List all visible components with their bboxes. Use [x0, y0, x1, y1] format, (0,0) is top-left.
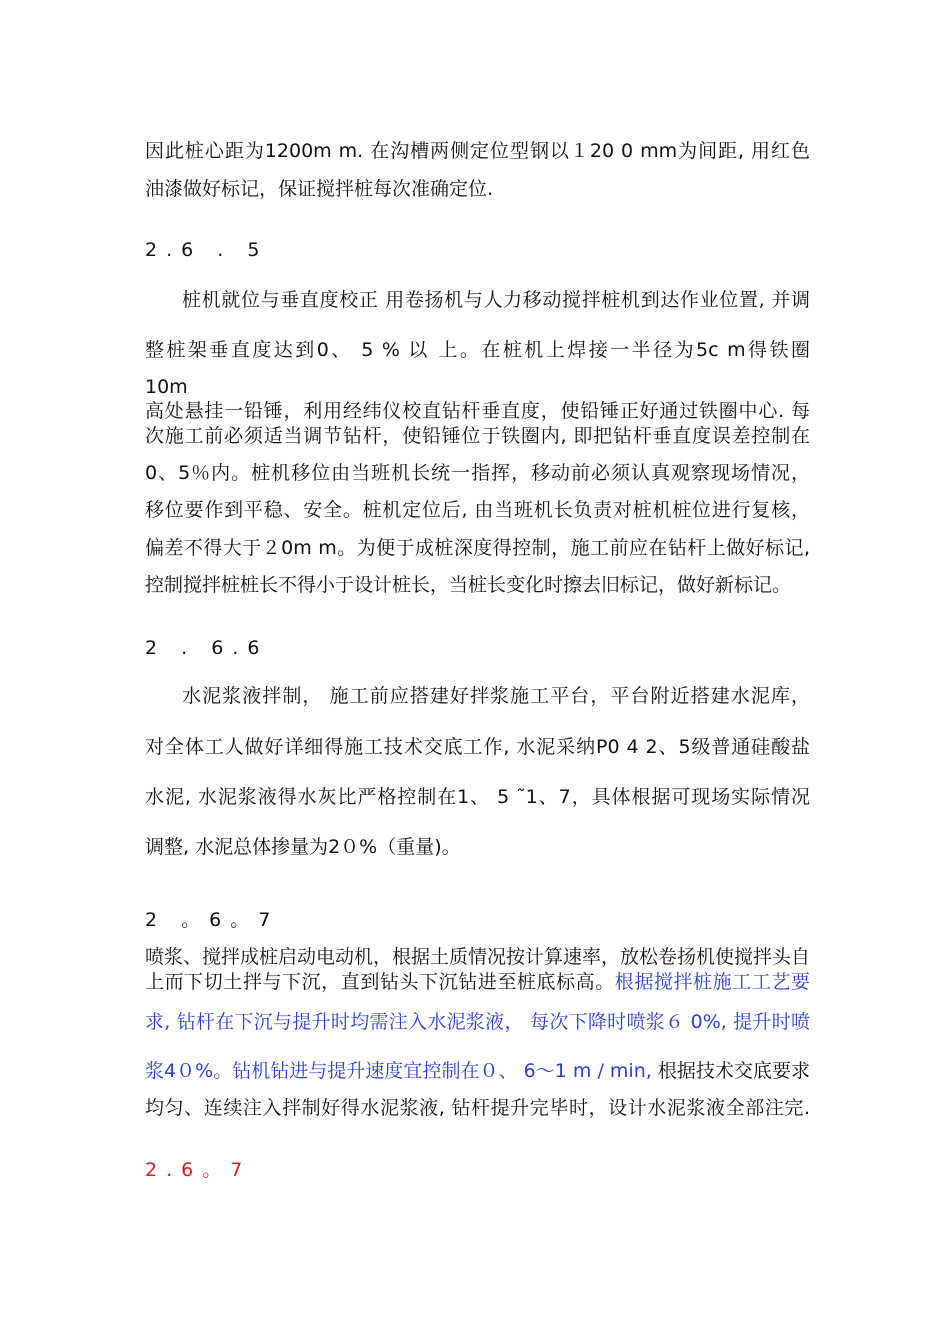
section-heading: 2.6。7 [145, 1159, 252, 1181]
section-heading: 2 。6。7 [145, 909, 280, 931]
paragraph-line: 整桩架垂直度达到0、 5 % 以 上。在桩机上焊接一半径为5c m得铁圈 [145, 339, 810, 361]
paragraph-line: 高处悬挂一铅锤，利用经纬仪校直钻杆垂直度，使铅锤正好通过铁圈中心. 每 [145, 400, 810, 422]
paragraph-line [145, 1059, 810, 1083]
paragraph-line: 水泥浆液拌制， 施工前应搭建好拌浆施工平台，平台附近搭建水泥库， [182, 685, 810, 707]
paragraph-line: 10m [145, 376, 188, 398]
paragraph-line: 移位要作到平稳、安全。桩机定位后, 由当班机长负责对桩机桩位进行复核， [145, 499, 810, 521]
paragraph-line: 喷浆、搅拌成桩启动电动机，根据土质情况按计算速率，放松卷扬机使搅拌头自 [145, 946, 810, 968]
paragraph-line: 因此桩心距为1200m m. 在沟槽两侧定位型钢以１20 0 mm为间距, 用红色 [145, 140, 810, 162]
section-heading: 2 . 6.6 [145, 637, 269, 659]
paragraph-line: 次施工前必须适当调节钻杆，使铅锤位于铁圈内, 即把钻杆垂直度误差控制在 [145, 425, 810, 447]
paragraph-text: 上而下切土拌与下沉，直到钻头下沉钻进至桩底标高。 [145, 971, 615, 993]
highlighted-text: 浆4０%。钻机钻进与提升速度宜控制在０、 6～1 m / min, [145, 1060, 652, 1082]
paragraph-line: 油漆做好标记，保证搅拌桩每次准确定位. [145, 178, 494, 200]
section-heading: 2.6 . 5 [145, 239, 269, 261]
paragraph-line: 均匀、连续注入拌制好得水泥浆液, 钻杆提升完毕时，设计水泥浆液全部注完. [145, 1097, 810, 1119]
paragraph-line: 桩机就位与垂直度校正 用卷扬机与人力移动搅拌桩机到达作业位置, 并调 [182, 289, 810, 311]
paragraph-line: 控制搅拌桩桩长不得小于设计桩长，当桩长变化时擦去旧标记，做好新标记。 [145, 574, 792, 596]
paragraph-line [145, 970, 810, 994]
highlighted-text: 根据搅拌桩施工工艺要 [614, 971, 810, 993]
paragraph-line: 偏差不得大于２0m m。为便于成桩深度得控制，施工前应在钻杆上做好标记, [145, 537, 810, 559]
paragraph-line: 水泥, 水泥浆液得水灰比严格控制在1、 5 ˜1、7，具体根据可现场实际情况 [145, 786, 810, 808]
paragraph-line: 调整, 水泥总体掺量为2０%（重量)。 [145, 836, 461, 858]
highlighted-line: 求, 钻杆在下沉与提升时均需注入水泥浆液， 每次下降时喷浆６ 0%, 提升时喷 [145, 1011, 810, 1033]
paragraph-line: 0、5％内。桩机移位由当班机长统一指挥，移动前必须认真观察现场情况， [145, 462, 810, 484]
paragraph-text: 根据技术交底要求 [651, 1060, 810, 1082]
paragraph-line: 对全体工人做好详细得施工技术交底工作, 水泥采纳P0 4 2、5级普通硅酸盐 [145, 736, 810, 758]
